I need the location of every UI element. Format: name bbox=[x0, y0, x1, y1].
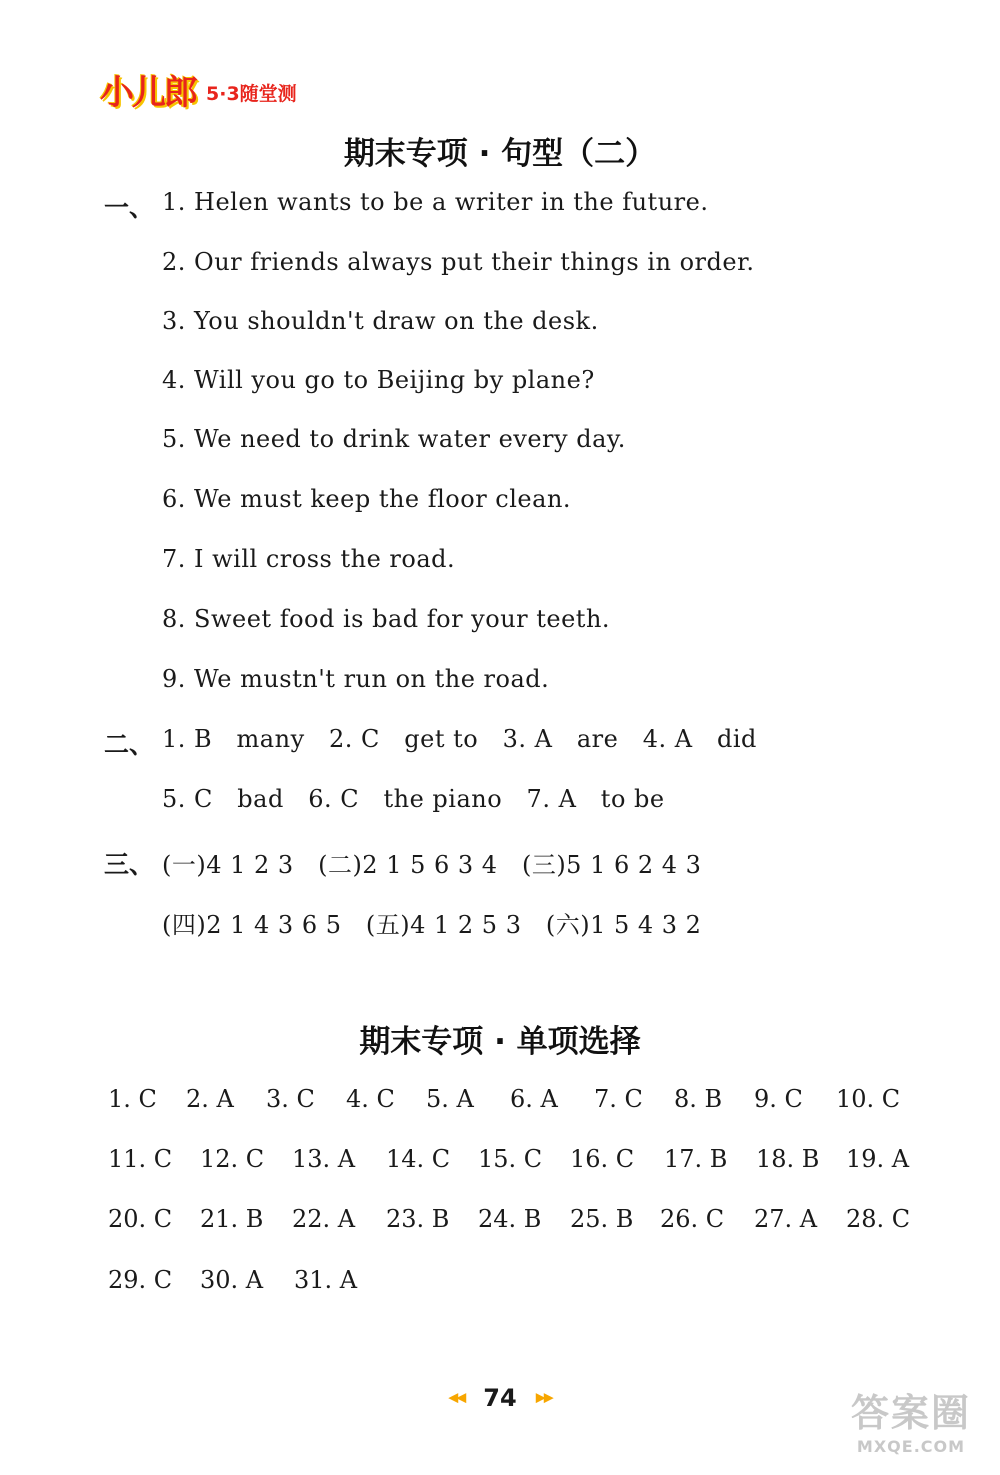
watermark-text: 答案圈 bbox=[850, 1391, 971, 1435]
section-title-sentence-patterns: 期末专项 · 句型（二） bbox=[343, 136, 657, 172]
answer-line-6: 6. We must keep the floor clean. bbox=[162, 485, 572, 513]
part-3-line-1: (一)4 1 2 3 (二)2 1 5 6 3 4 (三)5 1 6 2 4 3 bbox=[162, 851, 702, 879]
mc-answer: 12. C bbox=[200, 1145, 265, 1173]
mc-answer: 27. A bbox=[754, 1205, 818, 1233]
mc-answer: 2. A bbox=[186, 1085, 234, 1113]
mc-answer: 22. A bbox=[292, 1205, 356, 1233]
logo-main-text: 小儿郎 bbox=[100, 72, 196, 113]
mc-answer: 8. B bbox=[674, 1085, 723, 1113]
part-2-line-1: 1. B many 2. C get to 3. A are 4. A did bbox=[162, 725, 757, 753]
mc-answer: 28. C bbox=[846, 1205, 911, 1233]
mc-answer: 31. A bbox=[294, 1266, 358, 1294]
mc-answer: 24. B bbox=[478, 1205, 542, 1233]
mc-answer: 30. A bbox=[200, 1266, 264, 1294]
mc-answer: 6. A bbox=[510, 1085, 558, 1113]
part-3-line-2: (四)2 1 4 3 6 5 (五)4 1 2 5 3 (六)1 5 4 3 2 bbox=[162, 911, 702, 939]
mc-answer: 5. A bbox=[426, 1085, 474, 1113]
brand-logo bbox=[100, 66, 297, 112]
logo-sub-text: 5·3随堂测 bbox=[206, 82, 297, 105]
answer-line-9: 9. We mustn't run on the road. bbox=[162, 665, 550, 693]
mc-answer: 15. C bbox=[478, 1145, 543, 1173]
mc-answer: 4. C bbox=[346, 1085, 395, 1113]
mc-answer: 21. B bbox=[200, 1205, 264, 1233]
answer-line-5: 5. We need to drink water every day. bbox=[162, 425, 626, 453]
mc-answer: 18. B bbox=[756, 1145, 820, 1173]
answer-line-8: 8. Sweet food is bad for your teeth. bbox=[162, 605, 611, 633]
answer-line-2: 2. Our friends always put their things in order. bbox=[162, 248, 755, 276]
part-3-label: 三、 bbox=[104, 850, 155, 879]
mc-answer: 3. C bbox=[266, 1085, 315, 1113]
mc-answer: 26. C bbox=[660, 1205, 725, 1233]
mc-answer: 19. A bbox=[846, 1145, 910, 1173]
part-1-label: 一、 bbox=[104, 193, 155, 222]
mc-answer: 13. A bbox=[292, 1145, 356, 1173]
next-arrows-icon: ▶▶ bbox=[535, 1390, 552, 1406]
answer-line-3: 3. You shouldn't draw on the desk. bbox=[162, 307, 599, 335]
mc-answer: 25. B bbox=[570, 1205, 634, 1233]
watermark bbox=[836, 1382, 986, 1456]
mc-answer: 9. C bbox=[754, 1085, 803, 1113]
part-2-label: 二、 bbox=[104, 730, 155, 759]
part-2-line-2: 5. C bad 6. C the piano 7. A to be bbox=[162, 785, 665, 813]
mc-answer: 29. C bbox=[108, 1266, 173, 1294]
mc-answer: 14. C bbox=[386, 1145, 451, 1173]
mc-answer: 7. C bbox=[594, 1085, 643, 1113]
mc-answer: 16. C bbox=[570, 1145, 635, 1173]
mc-answer: 10. C bbox=[836, 1085, 901, 1113]
prev-arrows-icon: ◀◀ bbox=[448, 1390, 465, 1406]
page-number: 74 bbox=[483, 1384, 517, 1412]
mc-answer: 11. C bbox=[108, 1145, 173, 1173]
mc-answer: 20. C bbox=[108, 1205, 173, 1233]
mc-answer: 1. C bbox=[108, 1085, 157, 1113]
answer-line-7: 7. I will cross the road. bbox=[162, 545, 456, 573]
section-title-multiple-choice: 期末专项 · 单项选择 bbox=[359, 1024, 641, 1060]
mc-answer: 23. B bbox=[386, 1205, 450, 1233]
answer-line-4: 4. Will you go to Beijing by plane? bbox=[162, 366, 595, 394]
mc-answer: 17. B bbox=[664, 1145, 728, 1173]
watermark-url: MXQE.COM bbox=[856, 1437, 966, 1456]
answer-line-1: 1. Helen wants to be a writer in the future. bbox=[162, 188, 709, 216]
